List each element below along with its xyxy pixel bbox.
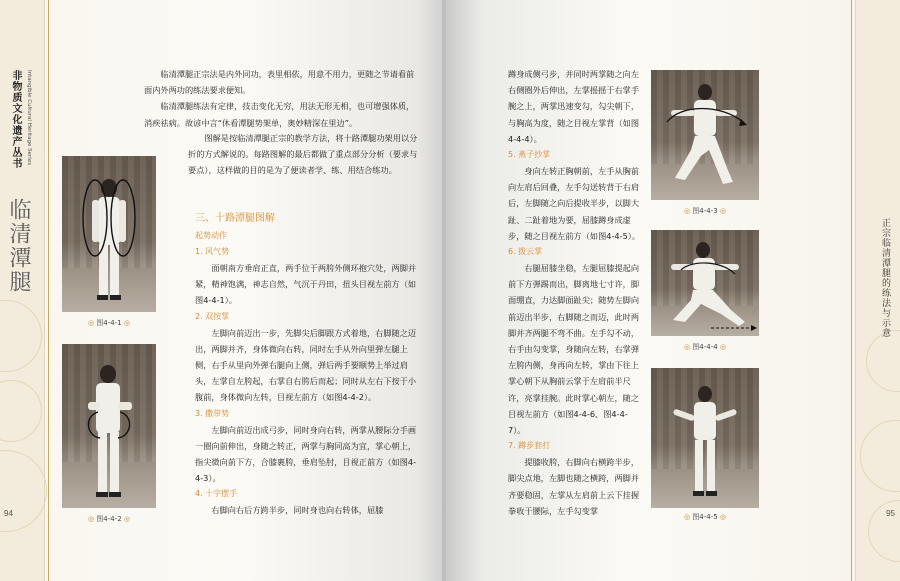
step-text: 右脚向右后方跨半步，同时身也向右转体，屈膝 [211, 505, 384, 516]
right-side-strip [855, 0, 900, 581]
page-number-right: 95 [886, 509, 895, 518]
wave-ornament [860, 420, 900, 492]
gold-rule-line [851, 0, 852, 581]
caption-label: 图4-4-5 [692, 513, 718, 521]
intro-text-2 [188, 130, 422, 179]
figure-photo-4-4-3 [651, 70, 759, 200]
intro-text [144, 66, 422, 131]
step-title: 5. 燕子抄掌 [508, 150, 551, 160]
series-english-title: Intangible Cultural Heritage Series [26, 70, 32, 166]
paragraph: 临清潭腿正宗法是内外同功，表里相依，用意不用力，更随之节请看前面内外两功的练法要求便知。 [144, 69, 415, 96]
series-title: 非物质文化遗产丛书 [10, 70, 21, 169]
caption-label: 图4-4-4 [692, 343, 718, 351]
caption-label: 图4-4-1 [96, 319, 122, 327]
wave-ornament [0, 380, 42, 442]
step-title: 1. 风气势 [195, 247, 230, 256]
person-figure [651, 230, 759, 336]
left-side-strip [0, 0, 45, 581]
figure-photo-4-4-1 [62, 156, 156, 312]
step-text: 左脚向前迈出成弓步，同时身向右转，两掌从腰际分手画一圈向前伸出，身随之转正，两掌与胸同高为宜，掌心朝上，指尖微向前下方，合膝裹胯，垂肩坠肘，目视正前方（如图4-4-3）。 [195, 424, 417, 484]
step-text: 身向左转正胸朝前，左手从胸前向左肩后回叠，左手勾送转背于右肩后，左脚随之向后提收半步，以脚大趾、二趾着地为要，屈膝蹲身成虚步，随之目视左前方（如图4-4-5）。 [508, 166, 641, 241]
wave-ornament [868, 500, 900, 562]
step-text: 提膝收胯，右脚向右横跨半步，脚尖点地，左脚也随之横跨，两脚并齐要稳固，左掌从左肩前上云下挂握拳收于腰际，左手勾变掌 [508, 457, 640, 516]
wave-ornament [866, 330, 900, 392]
figure-photo-4-4-4 [651, 230, 759, 336]
step-title: 7. 蹲步套打 [508, 441, 551, 451]
figure-photo-4-4-5 [651, 368, 759, 508]
chapter-vertical-title: 正宗临清潭腿的练法与示意 [880, 218, 890, 338]
caption-label: 图4-4-2 [96, 515, 122, 523]
wave-ornament [0, 450, 47, 532]
figure-caption: ◎ 图4-4-2 ◎ [87, 515, 131, 523]
section-block [195, 200, 422, 519]
section-title: 三、十路潭腿图解 [195, 213, 275, 224]
page-number-left: 94 [4, 509, 13, 518]
figure-caption: ◎ 图4-4-5 ◎ [683, 513, 727, 521]
figure-caption: ◎ 图4-4-3 ◎ [683, 207, 727, 215]
step-text: 左脚向前迈出一步，先脚尖后脚跟方式着地，右脚随之迈出，两脚并齐，身体微向右转，同时左手从外向里弹左腿上侧，右手从里向外弹右腿向上侧，弹后两手要顺势上举过肩头，左掌自左胯起，右掌自右胯后而起；同时从左右下按于小腹前，身体微向左转，目视左前方（如图4-4-2）。 [195, 327, 417, 403]
paragraph: 临清潭腿练法有定律，技击变化无穷，用法无形无相，也可增强体质，消疾祛病。故谚中言“休看潭腿势架单，奥妙精深在里边”。 [144, 101, 415, 128]
figure-photo-4-4-2 [62, 344, 156, 508]
paragraph: 蹲身成侧弓步，并同时两掌随之向左右侧圈外后伸出，左掌摇摇于右掌手腕之上，两掌迅速变勾，勾尖朝下，与胸高为度，随之目视左掌背（如图4-4-4）。 [508, 69, 640, 144]
right-text-column [508, 66, 642, 519]
figure-caption: ◎ 图4-4-4 ◎ [683, 343, 727, 351]
step-title: 6. 拨云掌 [508, 247, 543, 257]
wave-ornament [0, 300, 42, 372]
sub-title: 起势动作 [195, 231, 227, 240]
person-figure [62, 156, 156, 312]
paragraph: 图解是按临清潭腿正宗的教学方法，将十路潭腿功架用以分折的方式解说的。每路图解的最后都做了重点部分分析（要求与要点），这样做的目的是为了便读者学、练、用结合练功。 [188, 133, 418, 176]
person-figure [651, 70, 759, 200]
figure-caption: ◎ 图4-4-1 ◎ [87, 319, 131, 327]
step-title: 4. 十字摆手 [195, 489, 238, 499]
left-page [0, 0, 444, 581]
calligraphy-title: 临清潭腿 [6, 198, 31, 294]
person-figure [651, 368, 759, 508]
caption-label: 图4-4-3 [692, 207, 718, 215]
right-page [446, 0, 900, 581]
step-text: 面朝南方垂肩正直，两手位于两胯外侧环抱穴处，两脚并紧，精神饱满，神志自然，气沉于丹田，扭头目视左前方（如图4-4-1）。 [195, 263, 417, 306]
step-title: 2. 双按掌 [195, 311, 230, 321]
step-text: 右腿屈膝坐稳，左腿屈膝提起向前下方弹踢而出，脚离地七寸许，脚面绷直，力达脚面趾尖；随势左脚向前迈出半步，右脚随之而迈，此时两脚并齐两腿不弯不曲。左手勾不动，右手由勾变掌，身随向左转，右掌弹左胯内侧，身再向左转，掌由下往上掌心朝下从胸前云掌于左肩前半尺许，亮掌挂腕。此时掌心朝左，随之目视左前方（如图4-4-6、图4-4-7）。 [508, 263, 640, 436]
person-figure [62, 344, 156, 508]
step-title: 3. 撒带势 [195, 408, 230, 418]
gold-rule-line [48, 0, 49, 581]
